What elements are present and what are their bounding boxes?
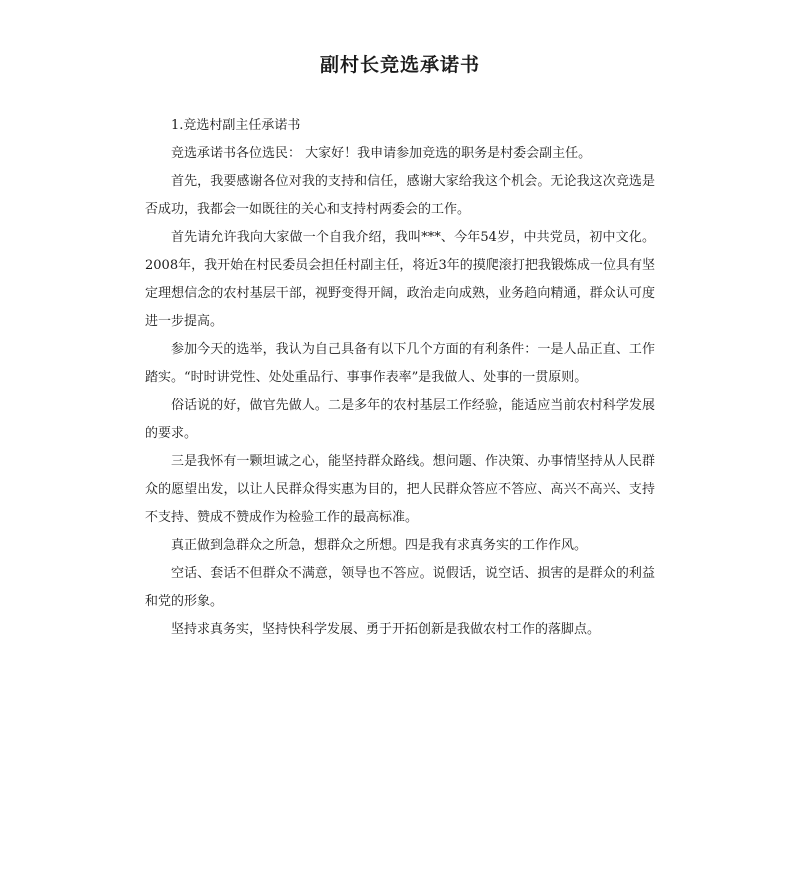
document-title: 副村长竞选承诺书: [319, 54, 480, 76]
paragraph-work-style: 真正做到急群众之所急，想群众之所想。四是我有求真务实的工作作风。: [171, 538, 588, 553]
paragraph-mass-line: 三是我怀有一颗坦诚之心，能坚持群众路线。想问题、作决策、办事情坚持从人民群众的愿望出发，以让人民群众得实惠为目的，把人民群众答应不答应、高兴不高兴、支持不支持、赞成不赞成作为检验工作的最高标准。: [145, 454, 655, 525]
paragraph-conditions: 参加今天的选举，我认为自己具备有以下几个方面的有利条件：一是人品正直、工作踏实。“时时讲党性、处处重品行、事事作表率”是我做人、处事的一贯原则。: [145, 342, 655, 385]
paragraph-thanks: 首先，我要感谢各位对我的支持和信任，感谢大家给我这个机会。无论我这次竞选是否成功，我都会一如既往的关心和支持村两委会的工作。: [145, 174, 655, 217]
paragraph-empty-talk: 空话、套话不但群众不满意，领导也不答应。说假话，说空话、损害的是群众的利益和党的形象。: [145, 566, 655, 609]
paragraph-greeting: 竞选承诺书各位选民： 大家好！我申请参加竞选的职务是村委会副主任。: [171, 146, 592, 161]
section-heading: 1.竞选村副主任承诺书: [171, 118, 301, 133]
paragraph-experience: 俗话说的好，做官先做人。二是多年的农村基层工作经验，能适应当前农村科学发展的要求。: [145, 398, 655, 441]
document-body: [145, 112, 655, 644]
paragraph-introduction: 首先请允许我向大家做一个自我介绍，我叫***、今年54岁，中共党员，初中文化。2008年，我开始在村民委员会担任村副主任，将近3年的摸爬滚打把我锻炼成一位具有坚定理想信念的农村基层干部，视野变得开阔，政治走向成熟，业务趋向精通，群众认可度进一步提高。: [145, 230, 655, 329]
paragraph-conclusion: 坚持求真务实，坚持快科学发展、勇于开拓创新是我做农村工作的落脚点。: [171, 622, 601, 637]
